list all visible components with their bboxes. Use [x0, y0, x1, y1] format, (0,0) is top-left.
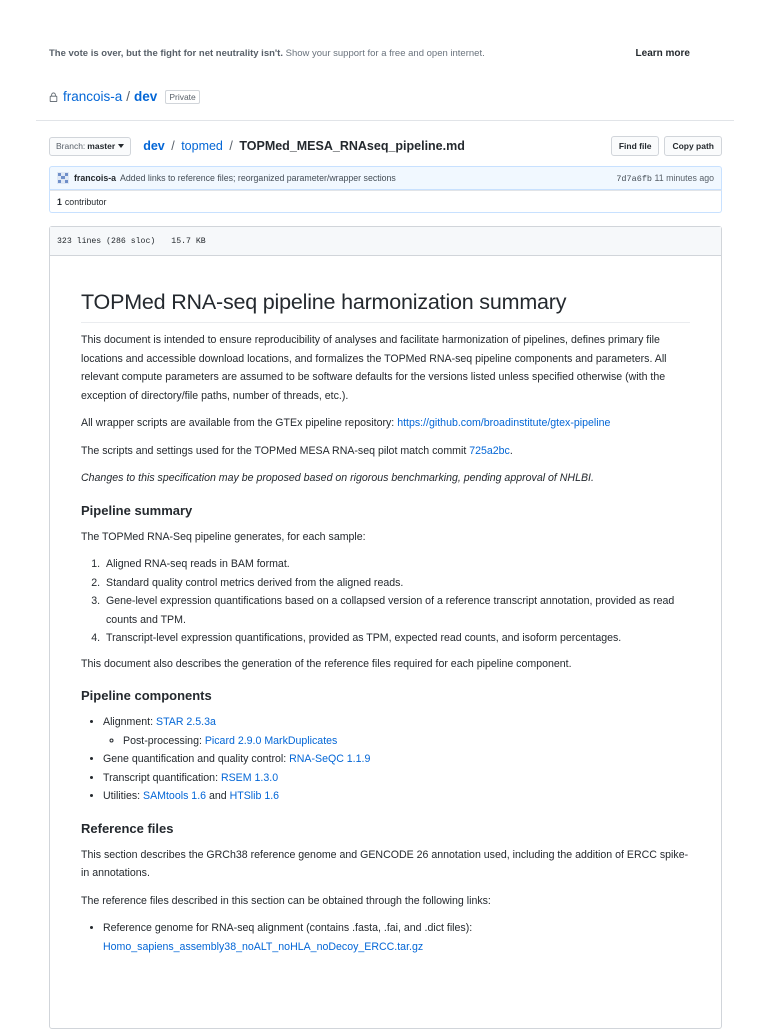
- net-neutrality-banner: [49, 48, 690, 64]
- commit-meta: [616, 173, 714, 184]
- learn-more-link[interactable]: Learn more: [635, 48, 690, 59]
- chevron-down-icon: [118, 144, 124, 148]
- commit-paragraph: [81, 442, 690, 461]
- wrapper-text: All wrapper scripts are available from the GTEx pipeline repository:: [81, 417, 398, 429]
- component-and: and: [206, 790, 230, 802]
- file-header: [50, 227, 721, 256]
- component-label: Post-processing:: [123, 734, 205, 747]
- commit-hash-link[interactable]: 725a2bc: [469, 444, 510, 457]
- summary-intro: The TOPMed RNA-Seq pipeline generates, for each sample:: [81, 530, 366, 543]
- contributor-count: 1: [57, 196, 62, 207]
- list-item: [123, 732, 690, 751]
- component-label: Alignment:: [103, 716, 156, 728]
- commit-time: 11 minutes ago: [654, 172, 714, 183]
- file-size: 15.7 KB: [171, 236, 206, 246]
- component-label: Transcript quantification:: [103, 771, 221, 784]
- contributor-label: contributor: [64, 196, 107, 207]
- avatar[interactable]: [57, 172, 69, 184]
- contributors-bar[interactable]: [49, 190, 722, 213]
- reference-intro: This section describes the GRCh38 reference genome and GENCODE 26 annotation used, including the addition of ERCC spike-in annotations.: [81, 848, 689, 879]
- list-item: 2. Standard quality control metrics derived from the aligned reads.: [103, 574, 690, 593]
- breadcrumb: [143, 139, 465, 153]
- component-label: Utilities:: [103, 790, 144, 802]
- page-title: TOPMed RNA-seq pipeline harmonization summary: [81, 289, 690, 323]
- commit-sha-link[interactable]: 7d7a6fb: [616, 173, 653, 184]
- breadcrumb-separator: /: [229, 139, 233, 153]
- list-item: [103, 769, 690, 788]
- pipeline-summary-heading: Pipeline summary: [81, 502, 193, 518]
- breadcrumb-dir-link[interactable]: topmed: [181, 139, 223, 153]
- rnaseqc-link[interactable]: RNA-SeQC 1.1.9: [289, 753, 371, 765]
- samtools-link[interactable]: SAMtools 1.6: [143, 790, 207, 802]
- gtex-pipeline-link[interactable]: https://github.com/broadinstitute/gtex-pipeline: [397, 417, 611, 429]
- repo-owner-link[interactable]: francois-a: [63, 89, 123, 104]
- repo-separator: /: [126, 89, 131, 104]
- commit-text: The scripts and settings used for the TOPMed MESA RNA-seq pilot match commit: [81, 444, 470, 457]
- header-divider: [36, 120, 734, 121]
- file-viewer: [49, 226, 722, 1029]
- breadcrumb-root-link[interactable]: dev: [143, 139, 165, 153]
- commit-author-link[interactable]: francois-a: [74, 173, 117, 183]
- file-actions: [611, 136, 722, 156]
- intro-paragraph: This document is intended to ensure reproducibility of analyses and facilitate harmonization of pipelines, defines primary file locations and accessible download locations, and formalizes the TOPMed RNA-seq pipeline components and parameters. All relevant compute parameters are assumed to be software defaults for the versions listed unless specified otherwise (with the exception of directory/file paths, number of threads, etc.).: [81, 334, 667, 402]
- star-link[interactable]: STAR 2.5.3a: [156, 716, 216, 728]
- htslib-link[interactable]: HTSlib 1.6: [229, 790, 280, 802]
- repo-name-link[interactable]: dev: [134, 89, 158, 104]
- repo-header: [49, 89, 200, 104]
- commit-message-link[interactable]: Added links to reference files; reorganized parameter/wrapper sections: [120, 173, 396, 183]
- picard-link[interactable]: Picard 2.9.0 MarkDuplicates: [204, 734, 338, 747]
- file-path-bar: [49, 136, 722, 156]
- list-item: 1. Aligned RNA-seq reads in BAM format.: [103, 555, 690, 574]
- components-list: [103, 713, 690, 806]
- list-item: [103, 919, 690, 956]
- branch-selector[interactable]: [49, 137, 131, 156]
- commit-text-end: .: [509, 444, 513, 457]
- banner-bold-text: The vote is over, but the fight for net neutrality isn't.: [49, 48, 283, 59]
- list-item: 3. Gene-level expression quantifications based on a collapsed version of a reference transcript annotation, provided as read counts and TPM.: [103, 592, 690, 629]
- pipeline-components-heading: Pipeline components: [81, 688, 212, 703]
- changes-paragraph: [81, 469, 690, 488]
- wrapper-paragraph: [81, 414, 690, 433]
- list-item: [103, 787, 690, 806]
- breadcrumb-current-file: TOPMed_MESA_RNAseq_pipeline.md: [239, 139, 465, 153]
- reference-list: [103, 919, 690, 956]
- reference-files-heading: Reference files: [81, 820, 174, 836]
- list-item: 4. Transcript-level expression quantifications, provided as TPM, expected read counts, and isoform percentages.: [103, 629, 690, 648]
- rsem-link[interactable]: RSEM 1.3.0: [220, 771, 279, 784]
- branch-name: master: [87, 141, 116, 151]
- reference-genome-label: Reference genome for RNA-seq alignment (contains .fasta, .fai, and .dict files):: [103, 922, 473, 934]
- private-badge: Private: [165, 90, 199, 104]
- copy-path-button[interactable]: Copy path: [664, 136, 722, 156]
- breadcrumb-separator: /: [171, 139, 175, 153]
- file-line-count: 323 lines (286 sloc): [57, 236, 156, 246]
- changes-text: Changes to this specification may be proposed based on rigorous benchmarking, pending approval of NHLBI.: [81, 472, 594, 484]
- reference-genome-link[interactable]: Homo_sapiens_assembly38_noALT_noHLA_noDecoy_ERCC.tar.gz: [103, 940, 424, 953]
- markdown-body: [81, 289, 690, 963]
- banner-rest-text: Show your support for a free and open internet.: [282, 48, 485, 59]
- find-file-button[interactable]: Find file: [611, 136, 660, 156]
- lock-icon: [49, 92, 58, 102]
- summary-outro: This document also describes the generation of the reference files required for each pipeline component.: [81, 657, 572, 670]
- latest-commit-bar: [49, 166, 722, 190]
- sub-list: [123, 732, 690, 751]
- branch-label: Branch:: [56, 141, 86, 151]
- component-label: Gene quantification and quality control:: [103, 753, 290, 765]
- list-item: [103, 713, 690, 750]
- reference-links-intro: The reference files described in this section can be obtained through the following links:: [81, 894, 491, 907]
- list-item: [103, 750, 690, 769]
- banner-message: [49, 48, 485, 59]
- summary-list: [103, 555, 690, 648]
